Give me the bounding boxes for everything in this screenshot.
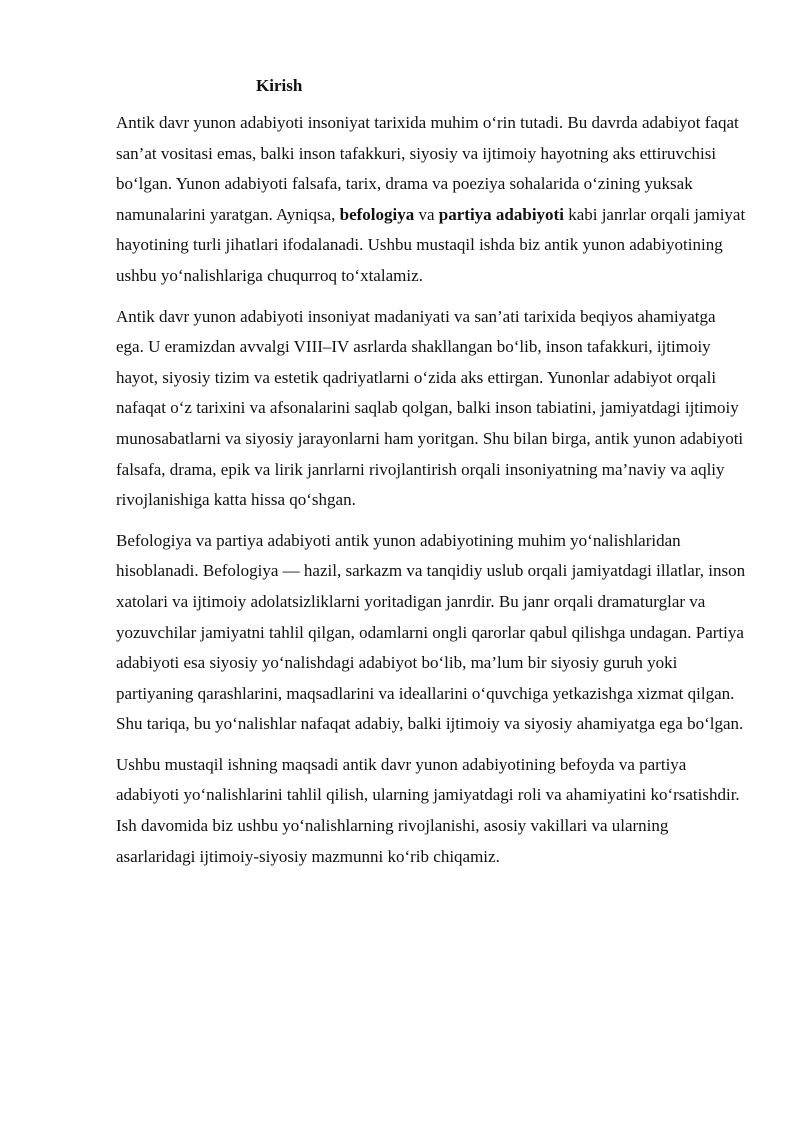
paragraph-2: Antik davr yunon adabiyoti insoniyat madaniyati va san’ati tarixida beqiyos ahamiyatga ega. U eramizdan avvalgi VIII–IV asrlarda shakllangan bo‘lib, inson tafakkuri, ijtimoiy hayot, siyosiy tizim va estetik qadriyatlarni o‘zida aks ettirgan. Yunonlar adabiyot orqali nafaqat o‘z tarixini va afsonalarini saqlab qolgan, balki inson tabiatini, jamiyatdagi ijtimoiy munosabatlarni va siyosiy jarayonlarni ham yoritgan. Shu bilan birga, antik yunon adabiyoti falsafa, drama, epik va lirik janrlarni rivojlantirish orqali insoniyatning ma’naviy va aqliy rivojlanishiga katta hissa qo‘shgan. [116, 306, 744, 510]
paragraph-intro-text-2: va [414, 204, 439, 224]
bold-term-befologiya: befologiya [339, 204, 415, 224]
paragraph-intro-text-3: kabi janrlar orqali jamiyat hayotining turli jihatlari ifodalanadi. Ushbu mustaqil ishda biz antik yunon adabiyotining ushbu yo‘nalishlariga chuqurroq to‘xtalamiz. [116, 204, 746, 285]
paragraph-intro [116, 108, 746, 292]
paragraph-4: Ushbu mustaqil ishning maqsadi antik davr yunon adabiyotining befoyda va partiya adabiyoti yo‘nalishlarini tahlil qilish, ularning jamiyatdagi roli va ahamiyatini ko‘rsatishdir. Ish davomida biz ushbu yo‘nalishlarning rivojlanishi, asosiy vakillari va ularning asarlaridagi ijtimoiy-siyosiy mazmunni ko‘rib chiqamiz. [116, 754, 740, 866]
paragraph-3: Befologiya va partiya adabiyoti antik yunon adabiyotining muhim yo‘nalishlaridan hisoblanadi. Befologiya — hazil, sarkazm va tanqidiy uslub orqali jamiyatdagi illatlar, inson xatolari va ijtimoiy adolatsizliklarni yoritadigan janrdir. Bu janr orqali dramaturglar va yozuvchilar jamiyatni tahlil qilgan, odamlarni ongli qarorlar qabul qilishga undagan. Partiya adabiyoti esa siyosiy yo‘nalishdagi adabiyot bo‘lib, ma’lum bir siyosiy guruh yoki partiyaning qarashlarini, maqsadlarini va ideallarini o‘quvchiga yetkazishga xizmat qilgan. Shu tariqa, bu yo‘nalishlar nafaqat adabiy, balki ijtimoiy va siyosiy ahamiyatga ega bo‘lgan. [116, 530, 746, 734]
paragraph-intro-text-1: Antik davr yunon adabiyoti insoniyat tarixida muhim o‘rin tutadi. Bu davrda adabiyot faqat san’at vositasi emas, balki inson tafakkuri, siyosiy va ijtimoiy hayotning aks ettiruvchisi bo‘lgan. Yunon adabiyoti falsafa, tarix, drama va poeziya sohalarida o‘zining yuksak namunalarini yaratgan. Ayniqsa, [116, 113, 739, 224]
bold-term-partiya-adabiyoti: partiya adabiyoti [438, 204, 564, 224]
document-page [116, 74, 746, 882]
document-title: Kirish [256, 76, 303, 95]
